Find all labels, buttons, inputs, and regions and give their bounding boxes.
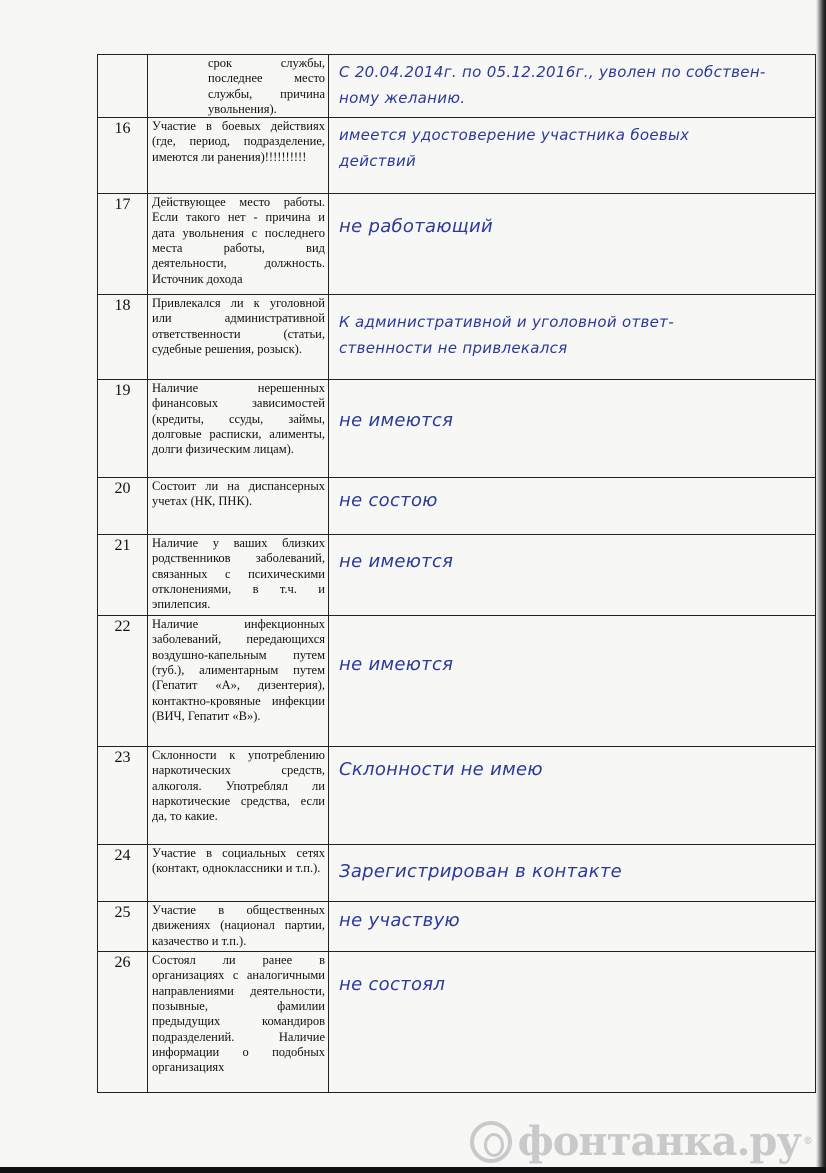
row-number [98, 55, 148, 118]
row-number: 24 [98, 845, 148, 902]
handwritten-answer [329, 295, 816, 380]
answer-line: Склонности не имею [339, 759, 543, 781]
answer-line: не участвую [339, 910, 460, 932]
answer-line: имеется удостоверение участника боевых [339, 126, 690, 145]
answer-line: ственности не привлекался [339, 339, 568, 358]
question-text: Наличие у ваших близких родственников заболеваний, связанных с психическими отклонениями, в т.ч. и эпилепсия. [148, 535, 329, 616]
question-text: Наличие нерешенных финансовых зависимостей (кредиты, ссуды, займы, долговые расписки, алименты, долги физическим лицам). [148, 380, 329, 478]
answer-line: не состоял [339, 974, 446, 996]
registered-mark: ® [803, 1136, 812, 1147]
row-number: 25 [98, 902, 148, 952]
answer-line: не имеются [339, 551, 454, 573]
scan-edge-shadow [816, 0, 826, 1173]
question-text: срок службы, последнее место службы, причина увольнения). [148, 55, 329, 118]
question-text: Наличие инфекционных заболеваний, передающихся воздушно-капельным путем (туб.), алиментарным путем (Гепатит «А», дизентерия), контактно-кровяные инфекции (ВИЧ, Гепатит «В»). [148, 616, 329, 747]
row-number: 18 [98, 295, 148, 380]
question-text: Участие в боевых действиях (где, период, подразделение, имеются ли ранения)!!!!!!!!!! [148, 118, 329, 194]
answer-line: не работающий [339, 216, 494, 238]
answer-line: Зарегистрирован в контакте [339, 861, 623, 883]
table-row [98, 55, 816, 118]
row-number: 16 [98, 118, 148, 194]
row-number: 22 [98, 616, 148, 747]
table-row [98, 616, 816, 747]
table-row [98, 380, 816, 478]
handwritten-answer [329, 478, 816, 535]
handwritten-answer [329, 194, 816, 295]
watermark-text: фонтанка.ру [517, 1118, 801, 1165]
question-text: Склонности к употреблению наркотических средств, алкоголя. Употреблял ли наркотические средства, если да, то какие. [148, 747, 329, 845]
table-row [98, 845, 816, 902]
questionnaire-table [97, 54, 816, 1093]
table-row [98, 952, 816, 1093]
answer-line: не состою [339, 490, 438, 512]
scan-bottom-edge [0, 1167, 826, 1173]
handwritten-answer [329, 952, 816, 1093]
question-text: Действующее место работы. Если такого нет - причина и дата увольнения с последнего места работы, вид деятельности, должность. Источник дохода [148, 194, 329, 295]
table-row [98, 118, 816, 194]
row-number: 17 [98, 194, 148, 295]
row-number: 19 [98, 380, 148, 478]
row-number: 20 [98, 478, 148, 535]
handwritten-answer [329, 380, 816, 478]
handwritten-answer [329, 747, 816, 845]
table-row [98, 478, 816, 535]
answer-line: ному желанию. [339, 89, 466, 107]
answer-line: К административной и уголовной ответ- [339, 313, 674, 332]
fontanka-watermark [470, 1118, 812, 1165]
handwritten-answer [329, 55, 816, 118]
handwritten-answer [329, 845, 816, 902]
table-row [98, 902, 816, 952]
handwritten-answer [329, 118, 816, 194]
answer-line: действий [339, 152, 417, 171]
question-text: Участие в социальных сетях (контакт, одноклассники и т.п.). [148, 845, 329, 902]
table-row [98, 535, 816, 616]
question-text: Привлекался ли к уголовной или административной ответственности (статьи, судебные решения, розыск). [148, 295, 329, 380]
handwritten-answer [329, 535, 816, 616]
table-row [98, 194, 816, 295]
question-text: Состоял ли ранее в организациях с аналогичными направлениями деятельности, позывные, фамилии предыдущих командиров подразделений. Наличие информации о подобных организациях [148, 952, 329, 1093]
row-number: 23 [98, 747, 148, 845]
question-text: Состоит ли на диспансерных учетах (НК, ПНК). [148, 478, 329, 535]
answer-line: С 20.04.2014г. по 05.12.2016г., уволен по собствен- [339, 63, 766, 81]
row-number: 21 [98, 535, 148, 616]
answer-line: не имеются [339, 654, 454, 676]
row-number: 26 [98, 952, 148, 1093]
handwritten-answer [329, 902, 816, 952]
table-row [98, 747, 816, 845]
answer-line: не имеются [339, 410, 454, 432]
question-text: Участие в общественных движениях (национал партии, казачество и т.п.). [148, 902, 329, 952]
table-row [98, 295, 816, 380]
handwritten-answer [329, 616, 816, 747]
fontanka-logo-icon [470, 1121, 512, 1163]
